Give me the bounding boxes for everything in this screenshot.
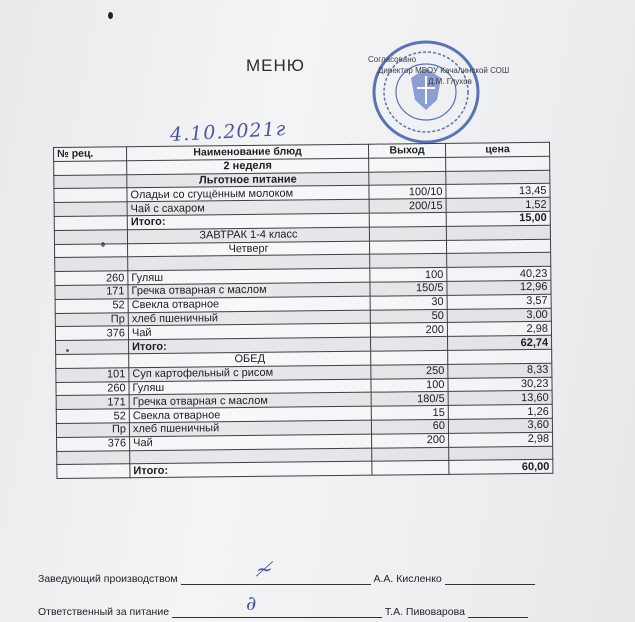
col-header-price: цена (445, 142, 549, 157)
empty-cell (372, 461, 449, 476)
recipe-code: 171 (55, 285, 128, 300)
signature-line (172, 606, 382, 618)
col-header-output: Выход (368, 143, 445, 158)
empty-cell (446, 225, 550, 240)
dish-output: 250 (371, 364, 448, 379)
empty-cell (446, 170, 550, 185)
handwritten-signature-icon: ∂ (246, 591, 257, 615)
manager-label: Заведующий производством (38, 573, 178, 585)
empty-cell (371, 350, 448, 365)
dish-output: 100 (370, 268, 447, 283)
empty-cell (372, 447, 449, 462)
empty-cell (55, 257, 128, 272)
empty-cell (369, 171, 446, 186)
total-value: 60,00 (449, 460, 553, 475)
recipe-code: 376 (55, 326, 128, 341)
recipe-code: 52 (55, 298, 128, 313)
recipe-code: 260 (55, 271, 128, 286)
total-label: Итого: (129, 337, 371, 353)
approval-line: Д.М. Глухов (428, 77, 472, 86)
dish-name: Свекла отварное (129, 406, 371, 422)
dish-output: 50 (370, 309, 447, 324)
manager-signature-row (38, 573, 535, 585)
dish-price: 8,33 (448, 363, 552, 378)
dish-output: 100 (371, 378, 448, 393)
dish-output: 200/15 (369, 199, 446, 214)
signature-line (181, 573, 371, 585)
empty-cell (449, 446, 553, 461)
week-row-text: 2 неделя (127, 158, 369, 174)
empty-cell (369, 226, 446, 241)
dish-output: 200 (370, 323, 447, 338)
col-header-code: № рец. (54, 147, 127, 162)
meal-row-text: ЗАВТРАК 1-4 класс (127, 227, 369, 243)
recipe-code: 101 (56, 367, 129, 382)
manager-name: А.А. Кисленко (373, 573, 442, 585)
empty-cell (54, 230, 127, 245)
empty-cell (54, 174, 127, 189)
dish-price: 1,26 (448, 404, 552, 419)
dish-name: Свекла отварное (128, 296, 370, 312)
dish-price: 2,98 (447, 322, 551, 337)
dish-output: 60 (371, 419, 448, 434)
dish-name: хлеб пшеничный (129, 420, 371, 436)
total-label: Итого: (127, 213, 369, 229)
handwritten-date: 4.10.2021г (169, 117, 287, 147)
menu-table-body (54, 156, 553, 479)
dish-name: Гуляш (129, 379, 371, 395)
approval-line: Директор МБОУ Качалинской СОШ (378, 66, 510, 75)
dish-price: 3,00 (447, 308, 551, 323)
total-label: Итого: (130, 462, 372, 478)
responsible-name: Т.А. Пивоварова (384, 606, 465, 618)
dish-output: 30 (370, 295, 447, 310)
recipe-code: Пр (56, 423, 129, 438)
dish-price: 3,57 (447, 294, 551, 309)
dish-output: 15 (371, 406, 448, 421)
dish-price: 13,60 (448, 391, 552, 406)
approval-block (368, 54, 568, 87)
handwritten-signature-icon: ≁ (256, 557, 273, 581)
dish-price: 30,23 (448, 377, 552, 392)
dish-name: Оладьи со сгущённым молоком (127, 186, 369, 202)
empty-cell (57, 464, 130, 479)
recipe-code: 52 (56, 409, 129, 424)
recipe-code (54, 188, 127, 203)
empty-cell (446, 239, 550, 254)
recipe-code: Пр (55, 312, 128, 327)
dish-name: Чай (130, 434, 372, 450)
empty-cell (54, 216, 127, 231)
dish-price: 13,45 (446, 184, 550, 199)
recipe-code: 376 (57, 436, 130, 451)
dish-price: 2,98 (449, 432, 553, 447)
page-title: МЕНЮ (246, 56, 305, 75)
dish-name: Гуляш (128, 268, 370, 284)
empty-cell (56, 354, 129, 369)
empty-cell (55, 243, 128, 258)
empty-cell (57, 450, 130, 465)
empty-cell (369, 157, 446, 172)
recipe-code: 260 (56, 381, 129, 396)
meal-row-text: ОБЕД (129, 351, 371, 367)
empty-cell (56, 340, 129, 355)
empty-cell (54, 161, 127, 176)
total-value: 15,00 (446, 211, 550, 226)
section-row-text: Льготное питание (127, 172, 369, 188)
total-value: 62,74 (448, 335, 552, 350)
signature-line (468, 606, 528, 618)
col-header-name: Наименование блюд (127, 144, 369, 160)
dish-price: 40,23 (447, 266, 551, 281)
ink-spot (108, 12, 113, 19)
dish-price: 12,96 (447, 280, 551, 295)
empty-cell (446, 156, 550, 171)
empty-cell (447, 253, 551, 268)
dish-name: Гречка отварная с маслом (129, 393, 371, 409)
dish-name: Суп картофельный с рисом (129, 365, 371, 381)
recipe-code: 171 (56, 395, 129, 410)
responsible-signature-row (38, 606, 528, 618)
recipe-code (54, 202, 127, 217)
day-row-text: Четверг (128, 241, 370, 257)
empty-cell (369, 240, 446, 255)
menu-table (53, 142, 553, 479)
dish-name: хлеб пшеничный (128, 310, 370, 326)
empty-cell (370, 254, 447, 269)
dish-name: Гречка отварная с маслом (128, 282, 370, 298)
signature-line (445, 573, 535, 585)
dish-price: 1,52 (446, 197, 550, 212)
approval-line: Согласовано (368, 55, 417, 64)
responsible-label: Ответственный за питание (38, 606, 170, 618)
dish-price: 3,60 (448, 418, 552, 433)
dish-output: 200 (372, 433, 449, 448)
dish-name: Чай с сахаром (127, 199, 369, 215)
empty-cell (369, 212, 446, 227)
dish-name: Чай (128, 324, 370, 340)
dish-output: 100/10 (369, 185, 446, 200)
dish-output: 150/5 (370, 281, 447, 296)
dish-output: 180/5 (371, 392, 448, 407)
empty-cell (371, 337, 448, 352)
empty-cell (448, 349, 552, 364)
